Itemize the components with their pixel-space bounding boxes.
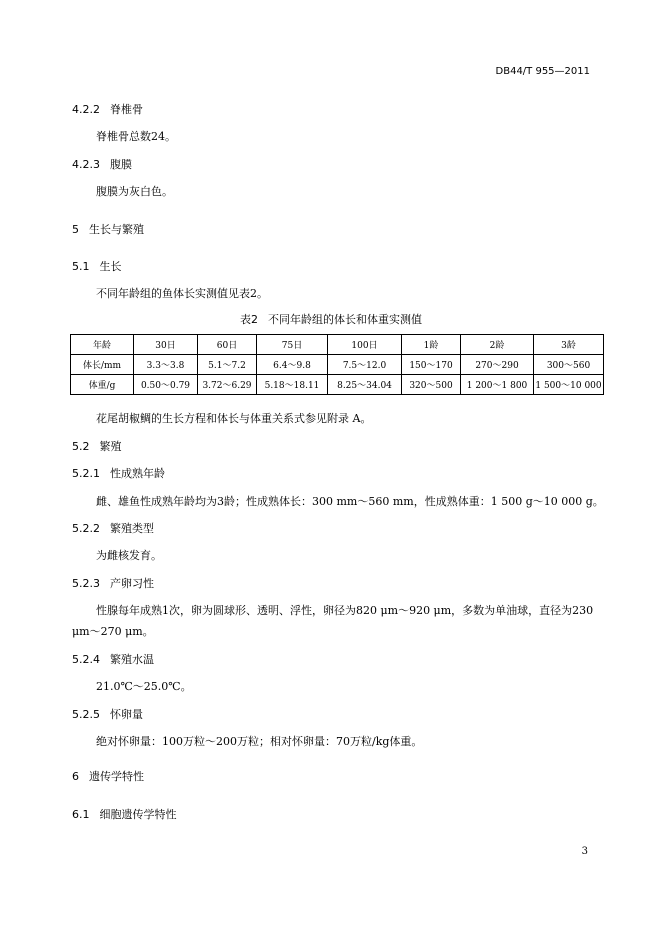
table-cell: 270～290	[461, 355, 534, 375]
heading-number: 5.2.5	[72, 708, 100, 721]
table-cell: 7.5～12.0	[328, 355, 402, 375]
table-cell: 30日	[134, 335, 198, 355]
heading-5-2-1	[72, 465, 165, 481]
heading-title: 怀卵量	[110, 708, 143, 721]
heading-number: 4.2.2	[72, 103, 100, 116]
page-number: 3	[581, 846, 588, 857]
table-cell: 5.1～7.2	[198, 355, 257, 375]
table-cell: 1 500～10 000	[534, 375, 604, 395]
paragraph: 腹膜为灰白色。	[96, 185, 173, 198]
heading-title: 性成熟年龄	[110, 467, 165, 480]
paragraph: 性腺每年成熟1次，卵为圆球形、透明、浮性，卵径为820 μm～920 μm，多数为单油球，直径为230	[96, 604, 594, 617]
heading-number: 5.2.3	[72, 577, 100, 590]
table-cell: 体重/g	[71, 375, 134, 395]
table-cell: 320～500	[402, 375, 461, 395]
heading-number: 5.2.1	[72, 467, 100, 480]
table-cell: 1 200～1 800	[461, 375, 534, 395]
table-cell: 3龄	[534, 335, 604, 355]
heading-title: 细胞遗传学特性	[99, 808, 177, 821]
heading-5-2-5	[72, 706, 143, 722]
document-code: DB44/T 955—2011	[495, 66, 590, 77]
growth-table	[70, 334, 604, 395]
heading-5-2	[72, 438, 122, 454]
heading-title: 脊椎骨	[110, 103, 143, 116]
table-row	[71, 375, 604, 395]
heading-number: 5.2	[72, 440, 90, 453]
table-cell: 2龄	[461, 335, 534, 355]
heading-5-2-2	[72, 520, 154, 536]
paragraph: 雌、雄鱼性成熟年龄均为3龄；性成熟体长：300 mm～560 mm，性成熟体重：1 500 g～10 000 g。	[96, 495, 604, 508]
heading-6-1	[72, 806, 177, 822]
paragraph: 21.0℃～25.0℃。	[96, 680, 192, 693]
heading-number: 5	[72, 223, 79, 236]
table-cell: 0.50～0.79	[134, 375, 198, 395]
heading-5	[72, 221, 144, 237]
heading-number: 4.2.3	[72, 158, 100, 171]
paragraph: 为雌核发育。	[96, 549, 162, 562]
table-caption-number: 表2	[240, 313, 258, 326]
paragraph: 绝对怀卵量：100万粒～200万粒；相对怀卵量：70万粒/kg体重。	[96, 735, 423, 748]
heading-5-1	[72, 258, 122, 274]
heading-4-2-2	[72, 101, 143, 117]
paragraph: 不同年龄组的鱼体长实测值见表2。	[96, 287, 268, 300]
paragraph: 花尾胡椒鲷的生长方程和体长与体重关系式参见附录 A。	[96, 412, 372, 425]
paragraph: 脊椎骨总数24。	[96, 130, 176, 143]
table-cell: 60日	[198, 335, 257, 355]
heading-4-2-3	[72, 156, 132, 172]
table-cell: 5.18～18.11	[257, 375, 328, 395]
heading-5-2-3	[72, 575, 154, 591]
heading-number: 5.2.2	[72, 522, 100, 535]
heading-title: 繁殖水温	[110, 653, 154, 666]
table-cell: 体长/mm	[71, 355, 134, 375]
table-cell: 3.72～6.29	[198, 375, 257, 395]
heading-number: 6	[72, 770, 79, 783]
heading-title: 遗传学特性	[89, 770, 144, 783]
heading-number: 5.2.4	[72, 653, 100, 666]
table-cell: 150～170	[402, 355, 461, 375]
table-cell: 8.25～34.04	[328, 375, 402, 395]
table-cell: 年龄	[71, 335, 134, 355]
table-cell: 75日	[257, 335, 328, 355]
heading-title: 繁殖类型	[110, 522, 154, 535]
table-cell: 3.3～3.8	[134, 355, 198, 375]
heading-5-2-4	[72, 651, 154, 667]
table-cell: 300～560	[534, 355, 604, 375]
heading-title: 繁殖	[99, 440, 122, 453]
heading-number: 6.1	[72, 808, 90, 821]
table-cell: 6.4～9.8	[257, 355, 328, 375]
table-cell: 100日	[328, 335, 402, 355]
heading-title: 腹膜	[110, 158, 132, 171]
table-caption-title: 不同年龄组的体长和体重实测值	[268, 313, 422, 326]
heading-title: 生长与繁殖	[89, 223, 144, 236]
table-row	[71, 355, 604, 375]
heading-title: 生长	[99, 260, 122, 273]
table-row	[71, 335, 604, 355]
heading-number: 5.1	[72, 260, 90, 273]
heading-6	[72, 768, 144, 784]
table-caption	[0, 311, 662, 327]
paragraph-continuation: μm～270 μm。	[72, 625, 154, 638]
heading-title: 产卵习性	[110, 577, 154, 590]
table-cell: 1龄	[402, 335, 461, 355]
